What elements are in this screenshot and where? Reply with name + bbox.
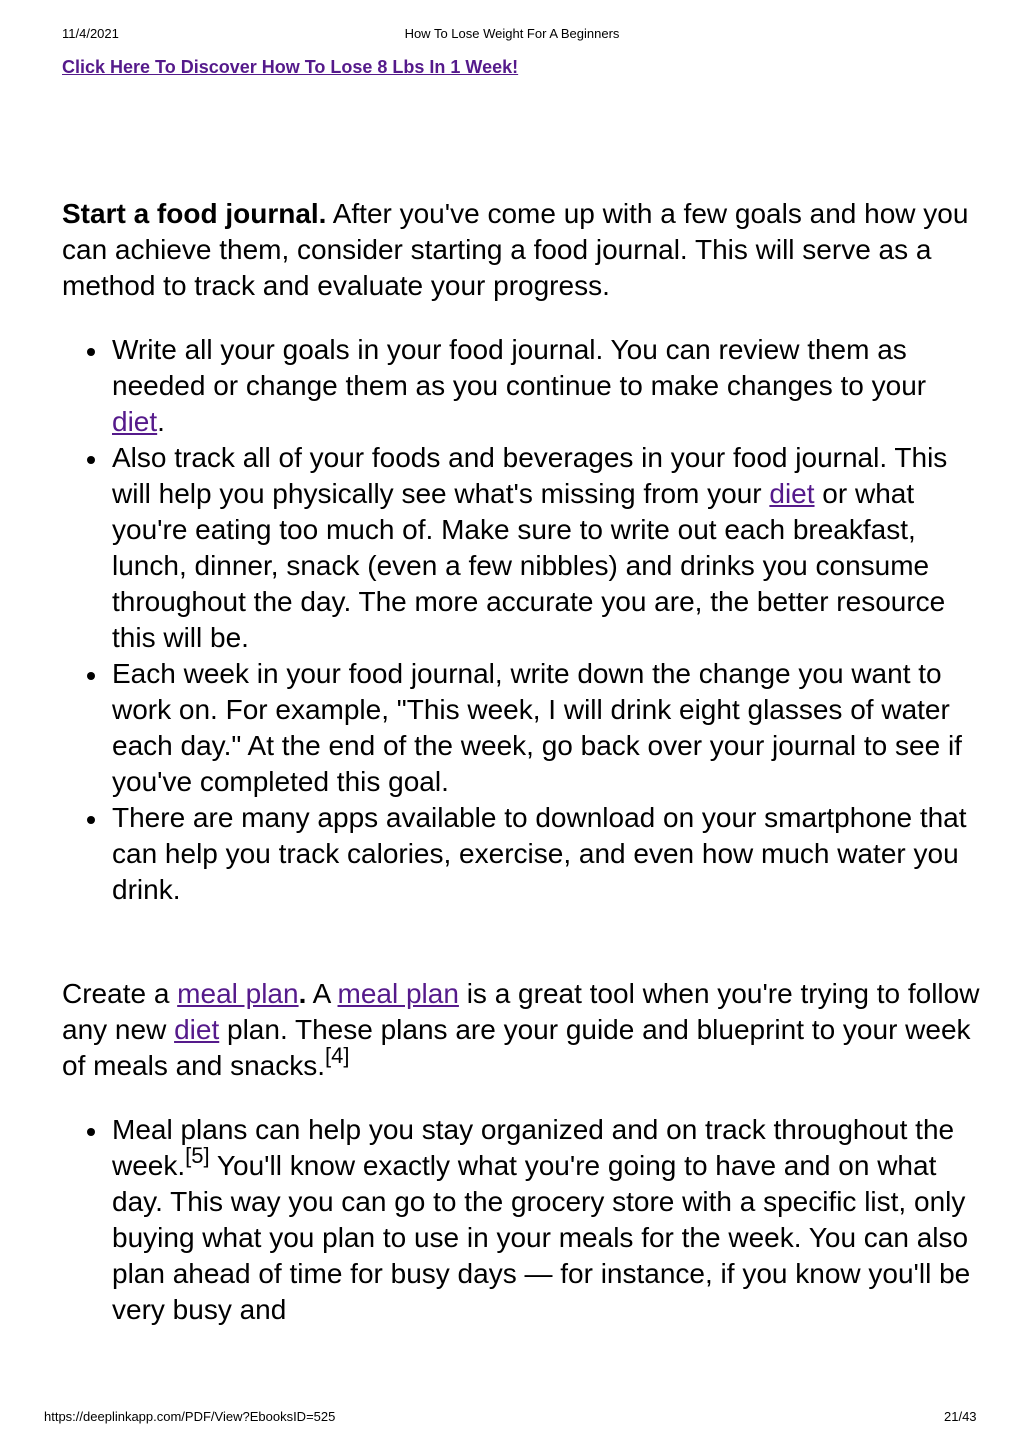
list-item-text: Meal plans can help you stay organized and on track throughout the week. (112, 1114, 955, 1181)
food-journal-list (62, 332, 982, 908)
list-item: Each week in your food journal, write down the change you want to work on. For example, "This week, I will drink eight glasses of water each day." At the end of the week, go back over your journal to see if you've completed this goal. (112, 656, 982, 800)
reference-marker[interactable]: [5] (185, 1142, 210, 1168)
list-item (112, 1112, 982, 1328)
list-item: There are many apps available to download on your smartphone that can help you track calories, exercise, and even how much water you drink. (112, 800, 982, 908)
header-date: 11/4/2021 (62, 26, 119, 41)
footer-url: https://deeplinkapp.com/PDF/View?EbooksID=525 (44, 1409, 336, 1424)
food-journal-text: After you've come up with a few goals and how you can achieve them, consider starting a food journal. This will serve as a method to track and evaluate your progress. (62, 198, 969, 301)
meal-plan-text: is a great tool when you're trying to follow any new (62, 978, 980, 1045)
list-item-text: or what you're eating too much of. Make sure to write out each breakfast, lunch, dinner, snack (even a few nibbles) and drinks you consume throughout the day. The more accurate you are, the better resource this will be. (112, 478, 946, 653)
paragraph-meal-plan (62, 976, 982, 1084)
meal-plan-link[interactable]: meal plan (337, 978, 459, 1009)
meal-plan-text: plan. These plans are your guide and blueprint to your week of meals and snacks. (62, 1014, 971, 1081)
diet-link[interactable]: diet (112, 406, 158, 437)
meal-plan-link[interactable]: meal plan (177, 978, 299, 1009)
list-item (112, 332, 982, 440)
promo-link[interactable]: Click Here To Discover How To Lose 8 Lbs In 1 Week! (62, 57, 519, 77)
list-item-text: Also track all of your foods and beverages in your food journal. This will help you physically see what's missing from your (112, 442, 948, 509)
meal-plan-period: . (298, 978, 307, 1009)
list-item-text: You'll know exactly what you're going to have and on what day. This way you can go to the grocery store with a specific list, only buying what you plan to use in your meals for the week. You can also plan ahead of time for busy days — for instance, if you know you'll be very busy and (112, 1150, 971, 1325)
footer-page-number: 21/43 (944, 1409, 977, 1424)
paragraph-food-journal (62, 196, 982, 304)
list-item (112, 440, 982, 656)
meal-plan-list (62, 1112, 982, 1328)
meal-plan-text: Create a (62, 978, 178, 1009)
page-content (62, 196, 982, 1328)
list-item-text: Write all your goals in your food journal. You can review them as needed or change them as you continue to make changes to your (112, 334, 927, 401)
diet-link[interactable]: diet (174, 1014, 220, 1045)
reference-marker[interactable]: [4] (325, 1042, 350, 1068)
food-journal-heading: Start a food journal. (62, 198, 327, 229)
diet-link[interactable]: diet (769, 478, 815, 509)
meal-plan-text: A (306, 978, 338, 1009)
list-item-text: . (157, 406, 165, 437)
header-title: How To Lose Weight For A Beginners (404, 26, 620, 41)
